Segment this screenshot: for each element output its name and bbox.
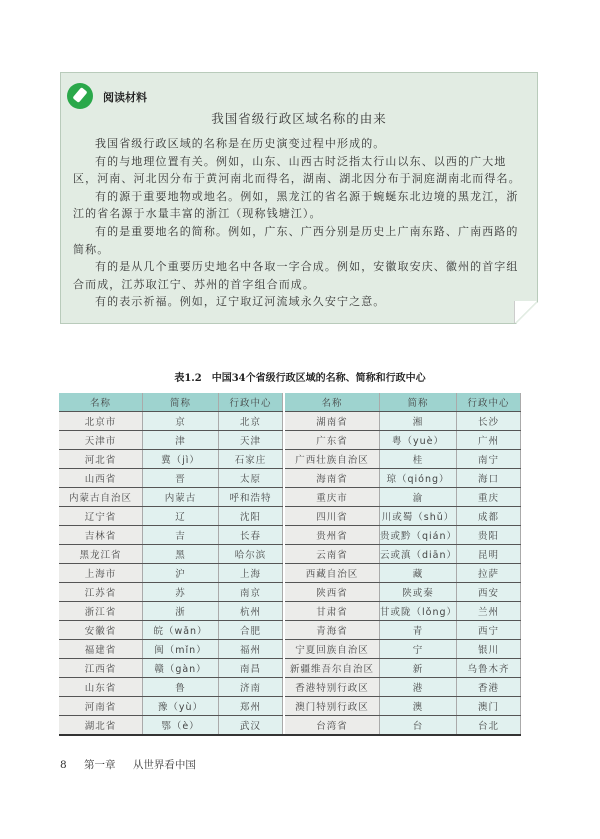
name-cell: 山东省 bbox=[59, 678, 143, 697]
column-header: 名称 bbox=[285, 393, 380, 412]
abbr-cell: 辽 bbox=[143, 507, 219, 526]
table-row bbox=[59, 716, 521, 736]
capital-cell: 银川 bbox=[457, 640, 521, 659]
capital-cell: 香港 bbox=[457, 678, 521, 697]
name-cell: 贵州省 bbox=[285, 526, 380, 545]
table-row bbox=[59, 469, 521, 488]
abbr-cell: 苏 bbox=[143, 583, 219, 602]
name-cell: 湖北省 bbox=[59, 716, 143, 736]
capital-cell: 南宁 bbox=[457, 450, 521, 469]
name-cell: 新疆维吾尔自治区 bbox=[285, 659, 380, 678]
capital-cell: 昆明 bbox=[457, 545, 521, 564]
name-cell: 宁夏回族自治区 bbox=[285, 640, 380, 659]
page-footer bbox=[60, 757, 210, 772]
column-header: 简称 bbox=[380, 393, 457, 412]
name-cell: 海南省 bbox=[285, 469, 380, 488]
abbr-cell: 贵或黔（qián） bbox=[380, 526, 457, 545]
table-header-row bbox=[59, 393, 521, 412]
name-cell: 湖南省 bbox=[285, 412, 380, 431]
abbr-cell: 宁 bbox=[380, 640, 457, 659]
name-cell: 云南省 bbox=[285, 545, 380, 564]
table-row bbox=[59, 526, 521, 545]
paragraph: 有的是从几个重要历史地名中各取一字合成。例如，安徽取安庆、徽州的首字组合而成，江苏取江宁、苏州的首字组合而成。 bbox=[73, 260, 519, 291]
abbr-cell: 川或蜀（shǔ） bbox=[380, 507, 457, 526]
abbr-cell: 港 bbox=[380, 678, 457, 697]
capital-cell: 贵阳 bbox=[457, 526, 521, 545]
abbr-cell: 甘或陇（lǒng） bbox=[380, 602, 457, 621]
abbr-cell: 湘 bbox=[380, 412, 457, 431]
table-row bbox=[59, 564, 521, 583]
abbr-cell: 吉 bbox=[143, 526, 219, 545]
capital-cell: 杭州 bbox=[219, 602, 283, 621]
capital-cell: 石家庄 bbox=[219, 450, 283, 469]
capital-cell: 海口 bbox=[457, 469, 521, 488]
column-header: 行政中心 bbox=[457, 393, 521, 412]
name-cell: 黑龙江省 bbox=[59, 545, 143, 564]
abbr-cell: 琼（qióng） bbox=[380, 469, 457, 488]
abbr-cell: 豫（yù） bbox=[143, 697, 219, 716]
provinces-table bbox=[59, 393, 521, 736]
capital-cell: 上海 bbox=[219, 564, 283, 583]
table-row bbox=[59, 507, 521, 526]
name-cell: 山西省 bbox=[59, 469, 143, 488]
column-header: 简称 bbox=[143, 393, 219, 412]
page-fold-corner bbox=[514, 301, 537, 323]
table-row bbox=[59, 678, 521, 697]
table-row bbox=[59, 659, 521, 678]
name-cell: 四川省 bbox=[285, 507, 380, 526]
abbr-cell: 澳 bbox=[380, 697, 457, 716]
abbr-cell: 冀（jì） bbox=[143, 450, 219, 469]
abbr-cell: 陕或秦 bbox=[380, 583, 457, 602]
capital-cell: 长沙 bbox=[457, 412, 521, 431]
paragraph: 有的与地理位置有关。例如，山东、山西古时泛指太行山以东、以西的广大地区，河南、河北因分布于黄河南北而得名，湖南、湖北因分布于洞庭湖南北而得名。 bbox=[73, 154, 521, 186]
abbr-cell: 藏 bbox=[380, 564, 457, 583]
capital-cell: 南京 bbox=[219, 583, 283, 602]
name-cell: 上海市 bbox=[59, 564, 143, 583]
name-cell: 浙江省 bbox=[59, 602, 143, 621]
column-header: 行政中心 bbox=[219, 393, 283, 412]
name-cell: 福建省 bbox=[59, 640, 143, 659]
table-row bbox=[59, 431, 521, 450]
abbr-cell: 渝 bbox=[380, 488, 457, 507]
abbr-cell: 津 bbox=[143, 431, 219, 450]
capital-cell: 太原 bbox=[219, 469, 283, 488]
capital-cell: 北京 bbox=[219, 412, 283, 431]
name-cell: 广东省 bbox=[285, 431, 380, 450]
capital-cell: 西宁 bbox=[457, 621, 521, 640]
name-cell: 北京市 bbox=[59, 412, 143, 431]
name-cell: 河北省 bbox=[59, 450, 143, 469]
table-row bbox=[59, 583, 521, 602]
reading-material-box bbox=[60, 72, 538, 324]
table-row bbox=[59, 412, 521, 431]
abbr-cell: 鲁 bbox=[143, 678, 219, 697]
capital-cell: 合肥 bbox=[219, 621, 283, 640]
capital-cell: 重庆 bbox=[457, 488, 521, 507]
capital-cell: 武汉 bbox=[219, 716, 283, 736]
abbr-cell: 云或滇（diān） bbox=[380, 545, 457, 564]
name-cell: 西藏自治区 bbox=[285, 564, 380, 583]
capital-cell: 哈尔滨 bbox=[219, 545, 283, 564]
capital-cell: 乌鲁木齐 bbox=[457, 659, 521, 678]
name-cell: 广西壮族自治区 bbox=[285, 450, 380, 469]
capital-cell: 台北 bbox=[457, 716, 521, 736]
capital-cell: 济南 bbox=[219, 678, 283, 697]
abbr-cell: 晋 bbox=[143, 469, 219, 488]
reading-logo-icon bbox=[67, 83, 93, 109]
capital-cell: 郑州 bbox=[219, 697, 283, 716]
name-cell: 甘肃省 bbox=[285, 602, 380, 621]
name-cell: 辽宁省 bbox=[59, 507, 143, 526]
abbr-cell: 赣（gàn） bbox=[143, 659, 219, 678]
capital-cell: 成都 bbox=[457, 507, 521, 526]
name-cell: 江西省 bbox=[59, 659, 143, 678]
column-header: 名称 bbox=[59, 393, 143, 412]
abbr-cell: 闽（mǐn） bbox=[143, 640, 219, 659]
capital-cell: 长春 bbox=[219, 526, 283, 545]
abbr-cell: 粤（yuè） bbox=[380, 431, 457, 450]
abbr-cell: 黑 bbox=[143, 545, 219, 564]
capital-cell: 沈阳 bbox=[219, 507, 283, 526]
paragraph: 有的源于重要地物或地名。例如，黑龙江的省名源于蜿蜒东北边境的黑龙江，浙江的省名源于水量丰富的浙江（现称钱塘江）。 bbox=[73, 189, 519, 221]
name-cell: 香港特别行政区 bbox=[285, 678, 380, 697]
reading-tag: 阅读材料 bbox=[103, 91, 147, 104]
name-cell: 吉林省 bbox=[59, 526, 143, 545]
table-row bbox=[59, 640, 521, 659]
abbr-cell: 皖（wǎn） bbox=[143, 621, 219, 640]
chapter-label: 第一章 bbox=[84, 759, 116, 771]
name-cell: 安徽省 bbox=[59, 621, 143, 640]
capital-cell: 南昌 bbox=[219, 659, 283, 678]
name-cell: 陕西省 bbox=[285, 583, 380, 602]
abbr-cell: 京 bbox=[143, 412, 219, 431]
table-row bbox=[59, 488, 521, 507]
capital-cell: 天津 bbox=[219, 431, 283, 450]
abbr-cell: 新 bbox=[380, 659, 457, 678]
abbr-cell: 鄂（è） bbox=[143, 716, 219, 736]
name-cell: 天津市 bbox=[59, 431, 143, 450]
capital-cell: 澳门 bbox=[457, 697, 521, 716]
table-row bbox=[59, 450, 521, 469]
chapter-title: 从世界看中国 bbox=[132, 759, 196, 771]
table-row bbox=[59, 545, 521, 564]
table-row bbox=[59, 602, 521, 621]
name-cell: 江苏省 bbox=[59, 583, 143, 602]
capital-cell: 兰州 bbox=[457, 602, 521, 621]
capital-cell: 拉萨 bbox=[457, 564, 521, 583]
abbr-cell: 青 bbox=[380, 621, 457, 640]
name-cell: 重庆市 bbox=[285, 488, 380, 507]
name-cell: 澳门特别行政区 bbox=[285, 697, 380, 716]
reading-title: 我国省级行政区域名称的由来 bbox=[211, 111, 387, 126]
paragraph: 我国省级行政区域的名称是在历史演变过程中形成的。 bbox=[95, 137, 386, 150]
abbr-cell: 浙 bbox=[143, 602, 219, 621]
table-caption: 表1.2 中国34个省级行政区域的名称、简称和行政中心 bbox=[174, 373, 426, 384]
paragraph: 有的表示祈福。例如，辽宁取辽河流域永久安宁之意。 bbox=[95, 295, 386, 309]
name-cell: 台湾省 bbox=[285, 716, 380, 736]
name-cell: 河南省 bbox=[59, 697, 143, 716]
paragraph: 有的是重要地名的简称。例如，广东、广西分别是历史上广南东路、广南西路的简称。 bbox=[73, 224, 519, 256]
name-cell: 内蒙古自治区 bbox=[59, 488, 143, 507]
capital-cell: 广州 bbox=[457, 431, 521, 450]
name-cell: 青海省 bbox=[285, 621, 380, 640]
page-number: 8 bbox=[60, 759, 67, 771]
capital-cell: 西安 bbox=[457, 583, 521, 602]
capital-cell: 呼和浩特 bbox=[219, 488, 283, 507]
abbr-cell: 台 bbox=[380, 716, 457, 736]
table-row bbox=[59, 697, 521, 716]
abbr-cell: 沪 bbox=[143, 564, 219, 583]
abbr-cell: 桂 bbox=[380, 450, 457, 469]
table-row bbox=[59, 621, 521, 640]
capital-cell: 福州 bbox=[219, 640, 283, 659]
reading-body bbox=[73, 135, 523, 311]
abbr-cell: 内蒙古 bbox=[143, 488, 219, 507]
